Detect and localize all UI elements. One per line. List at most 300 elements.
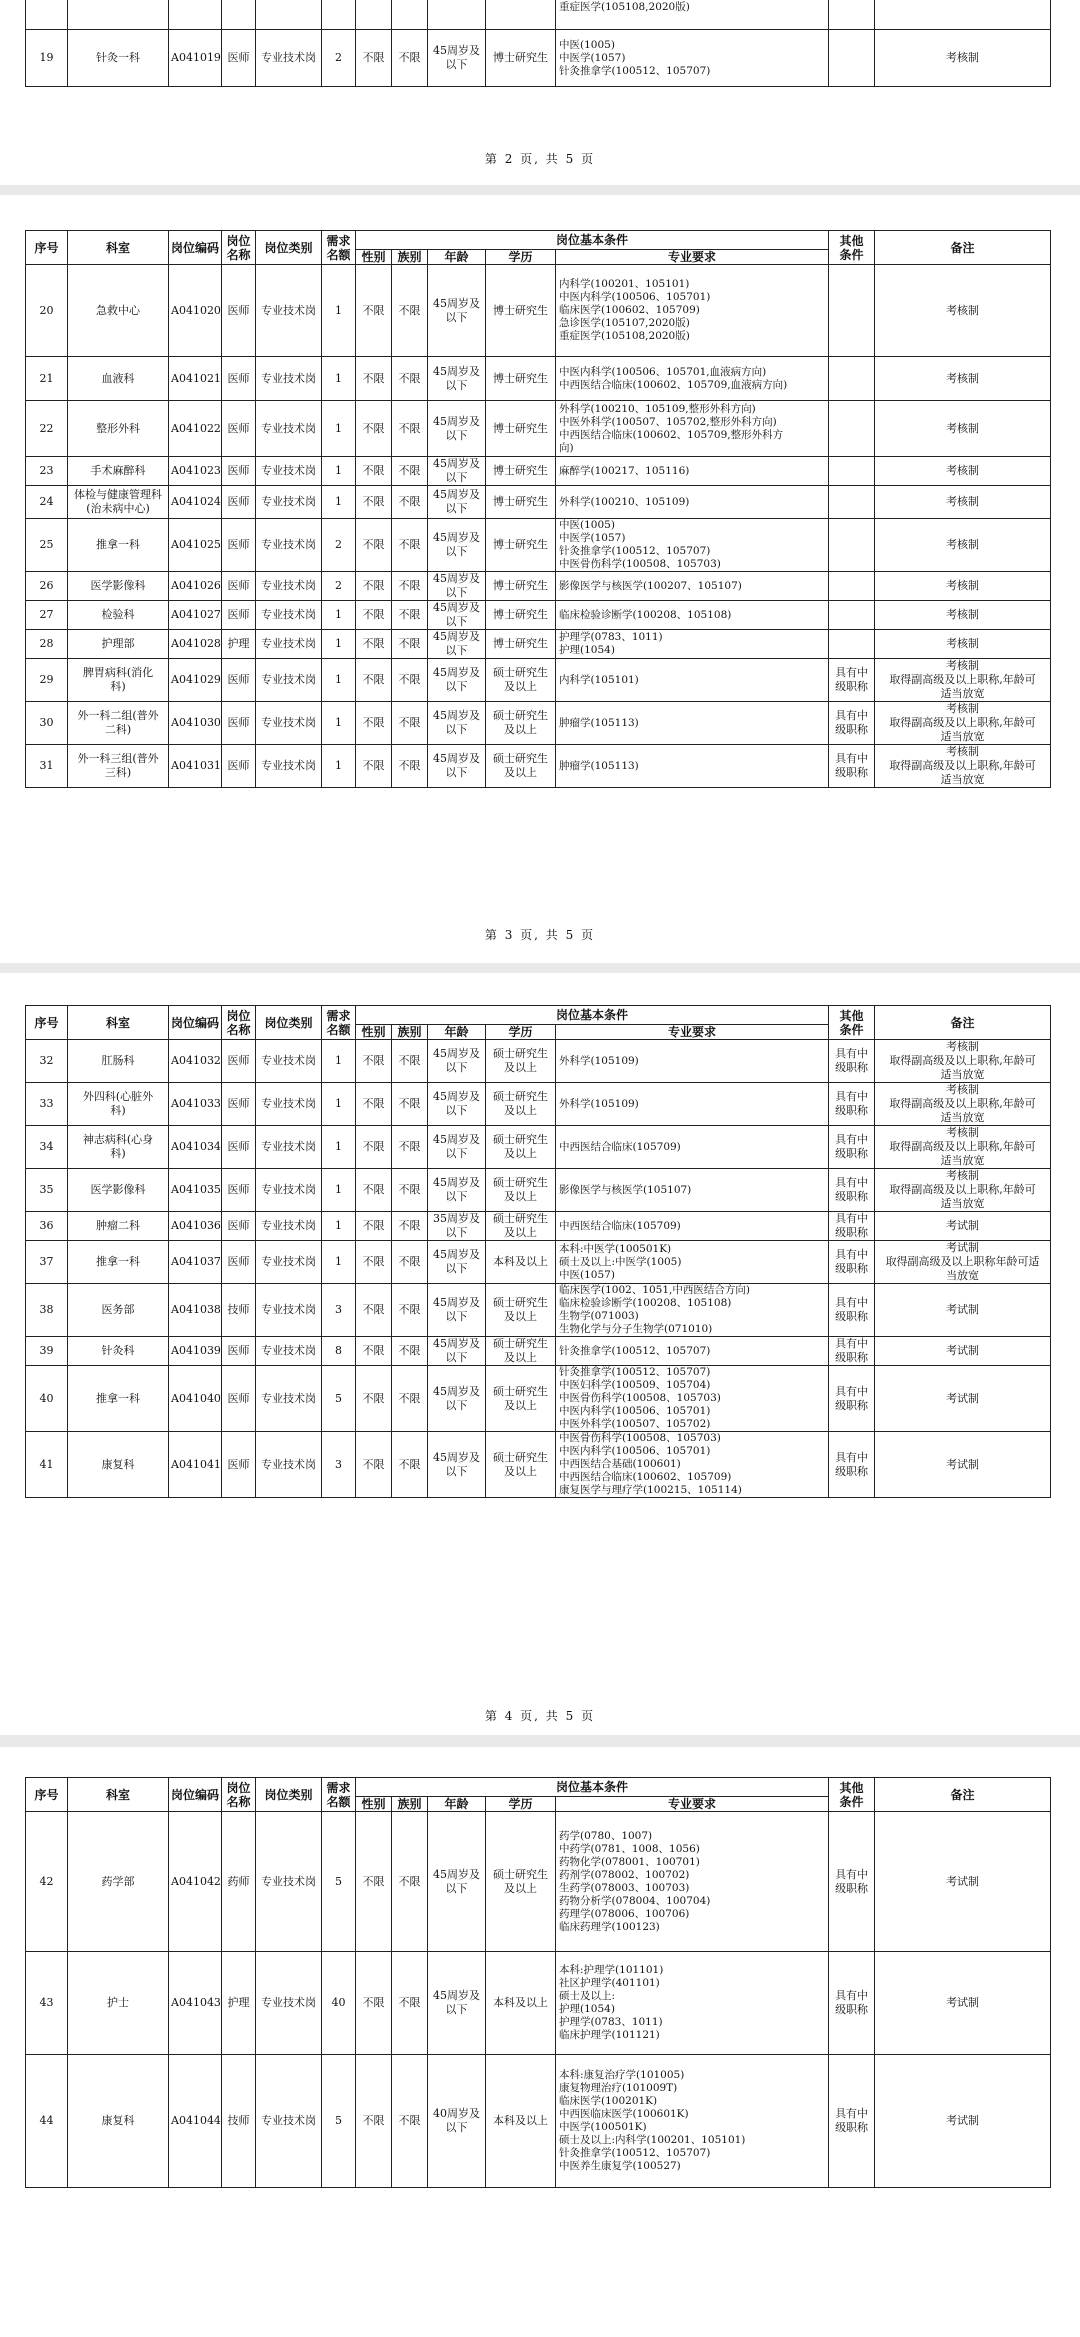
- post-name: 医师: [222, 1169, 256, 1212]
- post-code: A041025: [169, 519, 222, 572]
- department: 护士: [68, 1952, 169, 2055]
- gender: 不限: [356, 1169, 392, 1212]
- post-code: A041021: [169, 357, 222, 401]
- gender: 不限: [356, 630, 392, 659]
- post-code: A041024: [169, 486, 222, 519]
- post-name: 医师: [222, 357, 256, 401]
- post-type: 专业技术岗: [256, 601, 322, 630]
- row-number: 23: [26, 457, 68, 486]
- row-number: 36: [26, 1212, 68, 1241]
- quota: 3: [322, 1432, 356, 1498]
- age-limit: 45周岁及 以下: [428, 1812, 486, 1952]
- other-conditions: 具有中 级职称: [829, 2055, 875, 2188]
- department: 推拿一科: [68, 519, 169, 572]
- post-code: A041019: [169, 30, 222, 87]
- remark: 考核制 取得副高级及以上职称,年龄可 适当放宽: [875, 1126, 1051, 1169]
- post-name: 医师: [222, 486, 256, 519]
- remark: 考核制 取得副高级及以上职称,年龄可 适当放宽: [875, 1040, 1051, 1083]
- education: 本科及以上: [486, 1952, 556, 2055]
- row-number: 44: [26, 2055, 68, 2188]
- quota: 1: [322, 457, 356, 486]
- major-cell: 临床检验诊断学(100208、105108): [556, 601, 829, 630]
- table-row: [26, 1432, 1051, 1498]
- major-cell: 外科学(105109): [556, 1040, 829, 1083]
- other-conditions: 具有中 级职称: [829, 1083, 875, 1126]
- age-limit: 45周岁及 以下: [428, 630, 486, 659]
- post-name: 医师: [222, 401, 256, 457]
- header-post-name: 岗位 名称: [222, 1006, 256, 1040]
- quota: 1: [322, 1040, 356, 1083]
- education: 本科及以上: [486, 1241, 556, 1284]
- header-age: 年龄: [428, 250, 486, 265]
- ethnicity: 不限: [392, 30, 428, 87]
- quota: 2: [322, 572, 356, 601]
- post-code: A041028: [169, 630, 222, 659]
- post-type: 专业技术岗: [256, 630, 322, 659]
- ethnicity: 不限: [392, 265, 428, 357]
- post-type: 专业技术岗: [256, 1284, 322, 1337]
- post-name: 医师: [222, 1212, 256, 1241]
- post-name: 医师: [222, 659, 256, 702]
- post-type: 专业技术岗: [256, 265, 322, 357]
- quota: 1: [322, 265, 356, 357]
- ethnicity: 不限: [392, 1169, 428, 1212]
- table-row: [26, 1241, 1051, 1284]
- post-name: 医师: [222, 702, 256, 745]
- other-conditions: [829, 265, 875, 357]
- remark: 考试制: [875, 1284, 1051, 1337]
- department: 药学部: [68, 1812, 169, 1952]
- gender: 不限: [356, 357, 392, 401]
- remark: 考试制: [875, 2055, 1051, 2188]
- other-conditions: 具有中 级职称: [829, 1284, 875, 1337]
- post-type: 专业技术岗: [256, 401, 322, 457]
- post-type: 专业技术岗: [256, 357, 322, 401]
- other-conditions: 具有中 级职称: [829, 1337, 875, 1366]
- recruitment-table-page5: [25, 1777, 1051, 2188]
- table-row: [26, 630, 1051, 659]
- post-type: 专业技术岗: [256, 572, 322, 601]
- other-conditions: [829, 572, 875, 601]
- header-no: 序号: [26, 231, 68, 265]
- other-conditions: [829, 401, 875, 457]
- other-conditions: 具有中 级职称: [829, 1126, 875, 1169]
- post-type: 专业技术岗: [256, 659, 322, 702]
- post-code: A041037: [169, 1241, 222, 1284]
- education: 博士研究生: [486, 572, 556, 601]
- table-row: [26, 1812, 1051, 1952]
- department: 外四科(心脏外 科): [68, 1083, 169, 1126]
- quota: 1: [322, 1212, 356, 1241]
- ethnicity: 不限: [392, 1241, 428, 1284]
- major-cell: 本科:康复治疗学(101005) 康复物理治疗(101009T) 临床医学(100201K) 中西医临床医学(100601K) 中医学(100501K) 硕士及以上:内科学(100201、105101) 针灸推拿学(100512、105707) 中医养生康复学(100527): [556, 2055, 829, 2188]
- quota: 1: [322, 401, 356, 457]
- post-name: 医师: [222, 1040, 256, 1083]
- post-type: 专业技术岗: [256, 1366, 322, 1432]
- quota: 1: [322, 659, 356, 702]
- ethnicity: 不限: [392, 1126, 428, 1169]
- gender: 不限: [356, 1337, 392, 1366]
- post-type: 专业技术岗: [256, 1337, 322, 1366]
- post-type: 专业技术岗: [256, 2055, 322, 2188]
- education: 博士研究生: [486, 486, 556, 519]
- ethnicity: 不限: [392, 457, 428, 486]
- gender: 不限: [356, 1366, 392, 1432]
- age-limit: 35周岁及 以下: [428, 1212, 486, 1241]
- table-header-row: [26, 231, 1051, 250]
- remark: 考核制: [875, 519, 1051, 572]
- gender: 不限: [356, 457, 392, 486]
- major-cell: 中西医结合临床(105709): [556, 1212, 829, 1241]
- education: 硕士研究生 及以上: [486, 659, 556, 702]
- ethnicity: 不限: [392, 357, 428, 401]
- gender: 不限: [356, 1040, 392, 1083]
- header-ethnic: 族别: [392, 1797, 428, 1812]
- post-code: A041032: [169, 1040, 222, 1083]
- department: 脾胃病科(消化 科): [68, 659, 169, 702]
- post-name: 医师: [222, 1432, 256, 1498]
- education: 硕士研究生 及以上: [486, 1366, 556, 1432]
- post-type: 专业技术岗: [256, 1083, 322, 1126]
- header-ethnic: 族别: [392, 1025, 428, 1040]
- post-name: 医师: [222, 1126, 256, 1169]
- header-edu: 学历: [486, 1797, 556, 1812]
- major-cell: 内科学(105101): [556, 659, 829, 702]
- department: 血液科: [68, 357, 169, 401]
- ethnicity: 不限: [392, 630, 428, 659]
- header-code: 岗位编码: [169, 1006, 222, 1040]
- post-type: 专业技术岗: [256, 486, 322, 519]
- ethnicity: 不限: [392, 659, 428, 702]
- gender: 不限: [356, 2055, 392, 2188]
- major-cell: 影像医学与核医学(105107): [556, 1169, 829, 1212]
- age-limit: 45周岁及 以下: [428, 357, 486, 401]
- department: 外一科三组(普外 三科): [68, 745, 169, 788]
- row-number: 33: [26, 1083, 68, 1126]
- header-edu: 学历: [486, 250, 556, 265]
- education: 博士研究生: [486, 401, 556, 457]
- table-row: [26, 702, 1051, 745]
- other-conditions: [829, 601, 875, 630]
- post-type: 专业技术岗: [256, 1812, 322, 1952]
- post-name: 医师: [222, 265, 256, 357]
- table-row: [26, 572, 1051, 601]
- gender: 不限: [356, 265, 392, 357]
- department: 康复科: [68, 2055, 169, 2188]
- education: 硕士研究生 及以上: [486, 1083, 556, 1126]
- major-cell: 肿瘤学(105113): [556, 745, 829, 788]
- quota: 1: [322, 630, 356, 659]
- quota: 2: [322, 519, 356, 572]
- major-cell: 影像医学与核医学(100207、105107): [556, 572, 829, 601]
- quota: 1: [322, 702, 356, 745]
- age-limit: 45周岁及 以下: [428, 1241, 486, 1284]
- post-type: 专业技术岗: [256, 1212, 322, 1241]
- post-code: A041041: [169, 1432, 222, 1498]
- post-type: 专业技术岗: [256, 1169, 322, 1212]
- header-quota: 需求 名额: [322, 1778, 356, 1812]
- table-row: [26, 1212, 1051, 1241]
- remark: 考核制: [875, 457, 1051, 486]
- remark: 考核制: [875, 357, 1051, 401]
- post-code: A041023: [169, 457, 222, 486]
- age-limit: 45周岁及 以下: [428, 30, 486, 87]
- remark: 考核制 取得副高级及以上职称,年龄可 适当放宽: [875, 1169, 1051, 1212]
- other-conditions: 具有中 级职称: [829, 1952, 875, 2055]
- age-limit: 45周岁及 以下: [428, 572, 486, 601]
- other-conditions: [829, 519, 875, 572]
- table-row: [26, 1337, 1051, 1366]
- department: 康复科: [68, 1432, 169, 1498]
- post-type: 专业技术岗: [256, 1040, 322, 1083]
- post-name: 医师: [222, 1083, 256, 1126]
- other-conditions: 具有中 级职称: [829, 659, 875, 702]
- post-name: 医师: [222, 519, 256, 572]
- remark: 考试制: [875, 1366, 1051, 1432]
- ethnicity: 不限: [392, 1952, 428, 2055]
- gender: 不限: [356, 1241, 392, 1284]
- header-major: 专业要求: [556, 250, 829, 265]
- table-row: [26, 1284, 1051, 1337]
- post-code: A041026: [169, 572, 222, 601]
- gender: 不限: [356, 1284, 392, 1337]
- post-name: 护理: [222, 630, 256, 659]
- education: 本科及以上: [486, 2055, 556, 2188]
- ethnicity: 不限: [392, 572, 428, 601]
- table-row: [26, 745, 1051, 788]
- gender: 不限: [356, 1212, 392, 1241]
- education: 硕士研究生 及以上: [486, 1126, 556, 1169]
- row-number: 42: [26, 1812, 68, 1952]
- page-number: 第 3 页, 共 5 页: [484, 928, 596, 942]
- education: 硕士研究生 及以上: [486, 702, 556, 745]
- gender: 不限: [356, 519, 392, 572]
- age-limit: 45周岁及 以下: [428, 702, 486, 745]
- table-row: [26, 1083, 1051, 1126]
- quota: 8: [322, 1337, 356, 1366]
- gender: 不限: [356, 1952, 392, 2055]
- page-sheet-3: [0, 195, 1080, 963]
- header-other: 其他 条件: [829, 231, 875, 265]
- post-code: A041044: [169, 2055, 222, 2188]
- post-type: 专业技术岗: [256, 457, 322, 486]
- remark: 考试制 取得副高级及以上职称年龄可适 当放宽: [875, 1241, 1051, 1284]
- header-no: 序号: [26, 1778, 68, 1812]
- department: 体检与健康管理科 (治未病中心): [68, 486, 169, 519]
- header-dept: 科室: [68, 1778, 169, 1812]
- age-limit: 45周岁及 以下: [428, 601, 486, 630]
- header-basic-conditions: 岗位基本条件: [356, 1778, 829, 1797]
- page-number: 第 2 页, 共 5 页: [484, 152, 596, 166]
- remark: 考核制: [875, 265, 1051, 357]
- remark: 考核制: [875, 601, 1051, 630]
- table-row: [26, 1126, 1051, 1169]
- remark: 考试制: [875, 1952, 1051, 2055]
- major-cell: 本科:护理学(101101) 社区护理学(401101) 硕士及以上: 护理(1054) 护理学(0783、1011) 临床护理学(101121): [556, 1952, 829, 2055]
- post-name: 医师: [222, 1366, 256, 1432]
- post-type: 专业技术岗: [256, 519, 322, 572]
- row-number: 32: [26, 1040, 68, 1083]
- table-row: [26, 519, 1051, 572]
- header-remark: 备注: [875, 1778, 1051, 1812]
- row-number: 34: [26, 1126, 68, 1169]
- education: 硕士研究生 及以上: [486, 1212, 556, 1241]
- quota: 1: [322, 745, 356, 788]
- header-remark: 备注: [875, 1006, 1051, 1040]
- department: 针灸一科: [68, 30, 169, 87]
- remark: 考核制: [875, 30, 1051, 87]
- department: 医务部: [68, 1284, 169, 1337]
- post-code: A041034: [169, 1126, 222, 1169]
- quota: 40: [322, 1952, 356, 2055]
- education: 硕士研究生 及以上: [486, 1432, 556, 1498]
- row-number: 41: [26, 1432, 68, 1498]
- department: 推拿一科: [68, 1366, 169, 1432]
- quota: 1: [322, 1126, 356, 1169]
- gender: 不限: [356, 659, 392, 702]
- post-code: A041035: [169, 1169, 222, 1212]
- education: 硕士研究生 及以上: [486, 1169, 556, 1212]
- education: 博士研究生: [486, 457, 556, 486]
- other-conditions: 具有中 级职称: [829, 1432, 875, 1498]
- ethnicity: 不限: [392, 745, 428, 788]
- age-limit: 45周岁及 以下: [428, 1126, 486, 1169]
- quota: 1: [322, 1169, 356, 1212]
- other-conditions: 具有中 级职称: [829, 1169, 875, 1212]
- table-header-row: [26, 1006, 1051, 1025]
- remark: 考核制: [875, 572, 1051, 601]
- age-limit: 45周岁及 以下: [428, 401, 486, 457]
- post-name: 医师: [222, 572, 256, 601]
- post-type: 专业技术岗: [256, 1126, 322, 1169]
- header-no: 序号: [26, 1006, 68, 1040]
- header-major: 专业要求: [556, 1025, 829, 1040]
- header-post-type: 岗位类别: [256, 1778, 322, 1812]
- row-number: 26: [26, 572, 68, 601]
- table-row: [26, 1040, 1051, 1083]
- page-number: 第 4 页, 共 5 页: [484, 1709, 596, 1723]
- row-number: 38: [26, 1284, 68, 1337]
- row-number: 19: [26, 30, 68, 87]
- header-gender: 性别: [356, 250, 392, 265]
- major-cell: 外科学(105109): [556, 1083, 829, 1126]
- header-code: 岗位编码: [169, 231, 222, 265]
- header-post-type: 岗位类别: [256, 231, 322, 265]
- department: 肿瘤二科: [68, 1212, 169, 1241]
- major-cell: 本科:中医学(100501K) 硕士及以上:中医学(1005) 中医(1057): [556, 1241, 829, 1284]
- post-name: 技师: [222, 1284, 256, 1337]
- age-limit: 45周岁及 以下: [428, 1083, 486, 1126]
- row-number: 39: [26, 1337, 68, 1366]
- education: 博士研究生: [486, 357, 556, 401]
- ethnicity: 不限: [392, 1812, 428, 1952]
- header-post-name: 岗位 名称: [222, 231, 256, 265]
- other-conditions: 具有中 级职称: [829, 1366, 875, 1432]
- department: 手术麻醉科: [68, 457, 169, 486]
- ethnicity: 不限: [392, 2055, 428, 2188]
- ethnicity: 不限: [392, 702, 428, 745]
- remark: 考核制: [875, 630, 1051, 659]
- education: 博士研究生: [486, 30, 556, 87]
- post-code: A041040: [169, 1366, 222, 1432]
- age-limit: 45周岁及 以下: [428, 1284, 486, 1337]
- ethnicity: 不限: [392, 519, 428, 572]
- other-conditions: [829, 30, 875, 87]
- header-edu: 学历: [486, 1025, 556, 1040]
- table-row: [26, 2055, 1051, 2188]
- header-basic-conditions: 岗位基本条件: [356, 231, 829, 250]
- header-remark: 备注: [875, 231, 1051, 265]
- post-code: A041036: [169, 1212, 222, 1241]
- post-code: A041031: [169, 745, 222, 788]
- quota: 5: [322, 1812, 356, 1952]
- page-sheet-2: [0, 0, 1080, 185]
- ethnicity: 不限: [392, 1366, 428, 1432]
- remark: 考核制 取得副高级及以上职称,年龄可 适当放宽: [875, 659, 1051, 702]
- ethnicity: 不限: [392, 1432, 428, 1498]
- quota: 2: [322, 30, 356, 87]
- post-code: A041033: [169, 1083, 222, 1126]
- major-cell: 针灸推拿学(100512、105707) 中医妇科学(100509、105704) 中医骨伤科学(100508、105703) 中医内科学(100506、105701) 中医外科学(100507、105702): [556, 1366, 829, 1432]
- education: 博士研究生: [486, 630, 556, 659]
- education: 硕士研究生 及以上: [486, 1337, 556, 1366]
- post-type: 专业技术岗: [256, 30, 322, 87]
- major-cell: 中医(1005) 中医学(1057) 针灸推拿学(100512、105707) 中医骨伤科学(100508、105703): [556, 519, 829, 572]
- header-major: 专业要求: [556, 1797, 829, 1812]
- age-limit: 45周岁及 以下: [428, 1952, 486, 2055]
- post-name: 医师: [222, 30, 256, 87]
- row-number: 40: [26, 1366, 68, 1432]
- department: 神志病科(心身 科): [68, 1126, 169, 1169]
- row-number: 43: [26, 1952, 68, 2055]
- major-cell: 肿瘤学(105113): [556, 702, 829, 745]
- row-number: 22: [26, 401, 68, 457]
- other-conditions: [829, 457, 875, 486]
- header-dept: 科室: [68, 231, 169, 265]
- post-name: 技师: [222, 2055, 256, 2188]
- post-name: 医师: [222, 1337, 256, 1366]
- header-other: 其他 条件: [829, 1778, 875, 1812]
- row-number: 30: [26, 702, 68, 745]
- other-conditions: [829, 486, 875, 519]
- post-code: A041020: [169, 265, 222, 357]
- remark: 考试制: [875, 1212, 1051, 1241]
- post-code: A041022: [169, 401, 222, 457]
- quota: 1: [322, 1241, 356, 1284]
- post-code: A041043: [169, 1952, 222, 2055]
- header-quota: 需求 名额: [322, 1006, 356, 1040]
- major-cell: 中医内科学(100506、105701,血液病方向) 中西医结合临床(100602、105709,血液病方向): [556, 357, 829, 401]
- header-code: 岗位编码: [169, 1778, 222, 1812]
- quota: 1: [322, 1083, 356, 1126]
- post-type: 专业技术岗: [256, 1952, 322, 2055]
- remark: 考核制 取得副高级及以上职称,年龄可 适当放宽: [875, 1083, 1051, 1126]
- age-limit: 45周岁及 以下: [428, 1337, 486, 1366]
- department: 检验科: [68, 601, 169, 630]
- age-limit: 45周岁及 以下: [428, 1366, 486, 1432]
- table-header-row: [26, 1778, 1051, 1797]
- department: 推拿一科: [68, 1241, 169, 1284]
- header-age: 年龄: [428, 1025, 486, 1040]
- row-number: 31: [26, 745, 68, 788]
- department: 医学影像科: [68, 1169, 169, 1212]
- major-cell: 外科学(100210、105109,整形外科方向) 中医外科学(100507、105702,整形外科方向) 中西医结合临床(100602、105709,整形外科方 向): [556, 401, 829, 457]
- post-code: A041027: [169, 601, 222, 630]
- page-sheet-5: [0, 1747, 1080, 2337]
- age-limit: 45周岁及 以下: [428, 486, 486, 519]
- table-row: [26, 457, 1051, 486]
- table-row: [26, 0, 1051, 30]
